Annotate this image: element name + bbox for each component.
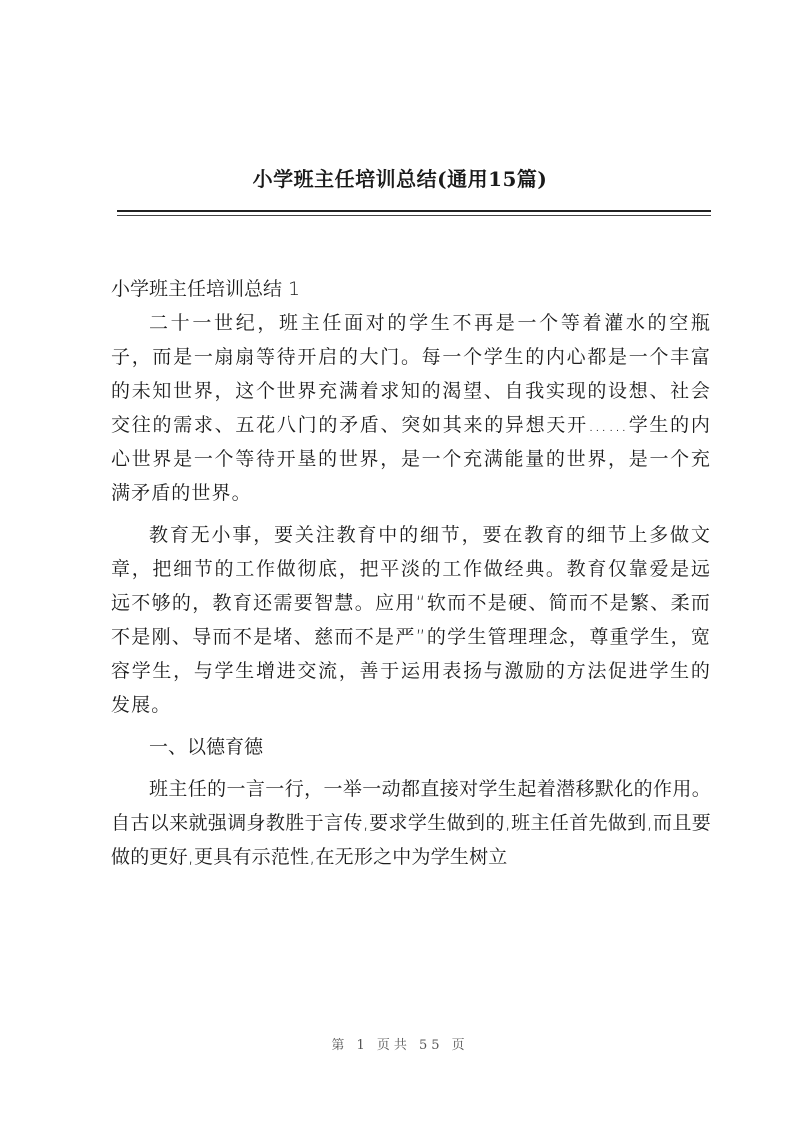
paragraph-1: 二十一世纪，班主任面对的学生不再是一个等着灌水的空瓶子，而是一扇扇等待开启的大门。每一个学生的内心都是一个丰富的未知世界，这个世界充满着求知的渴望、自我实现的设想、社会交往的需求、五花八门的矛盾、突如其来的异想天开……学生的内心世界是一个等待开垦的世界，是一个充满能量的世界，是一个充满矛盾的世界。 [111,312,711,504]
document-title: 小学班主任培训总结(通用15篇) [252,167,548,191]
document-body [111,272,711,882]
paragraph-3: 班主任的一言一行，一举一动都直接对学生起着潜移默化的作用。自古以来就强调身教胜于言传,要求学生做到的,班主任首先做到,而且要做的更好,更具有示范性,在无形之中为学生树立 [111,778,711,868]
title-divider [117,210,711,212]
page-footer: 第 1 页共 55 页 [331,1038,469,1053]
paragraph-2: 教育无小事，要关注教育中的细节，要在教育的细节上多做文章，把细节的工作做彻底，把平淡的工作做经典。教育仅靠爱是远远不够的，教育还需要智慧。应用“软而不是硬、简而不是繁、柔而不是刚、导而不是堵、慈而不是严”的学生管理理念，尊重学生，宽容学生，与学生增进交流，善于运用表扬与激励的方法促进学生的发展。 [111,524,711,716]
subheading: 一、以德育德 [149,736,264,758]
title-divider-thin [117,215,711,216]
section-heading: 小学班主任培训总结 1 [111,278,301,300]
